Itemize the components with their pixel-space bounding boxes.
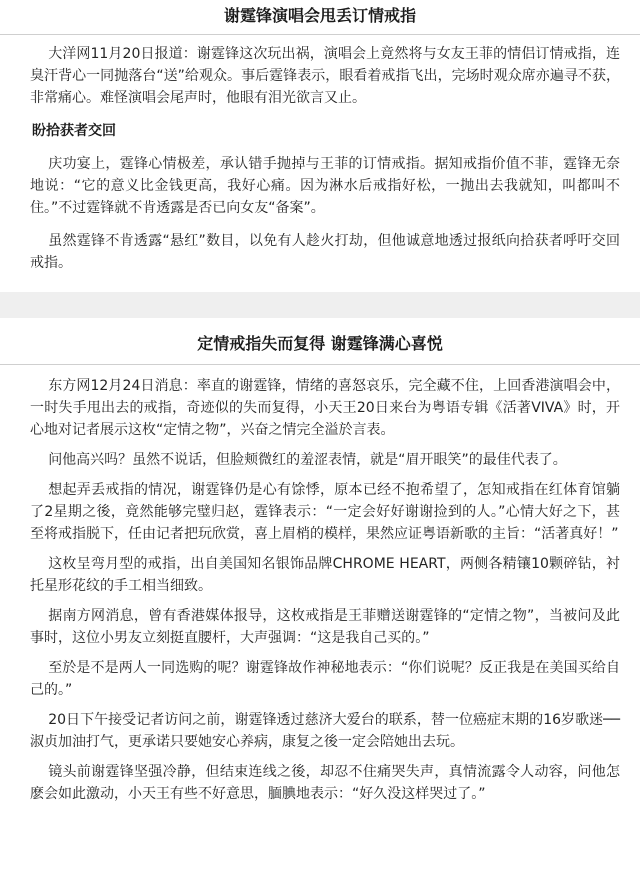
paragraph: 问他高兴吗？虽然不说话，但脸颊微红的羞涩表情，就是“眉开眼笑”的最佳代表了。	[48, 452, 567, 468]
paragraph: 镜头前谢霆锋坚强冷静，但结束连线之後，却忍不住痛哭失声，真情流露令人动容，问他怎麽会如此激动，小天王有些不好意思，腼腆地表示：“好久没这样哭过了。”	[30, 764, 620, 802]
paragraph: 想起弄丢戒指的情况，谢霆锋仍是心有馀悸，原本已经不抱希望了，怎知戒指在红体育馆躺了2星期之後，竟然能够完璧归赵，霆锋表示：“一定会好好谢谢捡到的人。”心情大好之下，甚至将戒指脱下，任由记者把玩欣赏，喜上眉梢的模样，果然应证粤语新歌的主旨：“活著真好！”	[30, 482, 620, 542]
paragraph: 20日下午接受记者访问之前，谢霆锋透过慈济大爱台的联系，替一位癌症末期的16岁歌迷──淑贞加油打气，更承诺只要她安心养病，康复之後一定会陪她出去玩。	[30, 712, 620, 750]
paragraph: 虽然霆锋不肯透露“悬红”数目，以免有人趁火打劫，但他诚意地透过报纸向拾获者呼吁交回戒指。	[30, 233, 620, 271]
article-card-1	[0, 0, 640, 292]
article-body	[0, 43, 640, 274]
section-separator	[0, 292, 640, 318]
title-divider	[0, 364, 640, 365]
subheading: 盼拾获者交回	[32, 123, 116, 139]
article-title: 定情戒指失而复得 谢霆锋满心喜悦	[197, 334, 443, 353]
article-card-2	[0, 318, 640, 877]
paragraph: 庆功宴上，霆锋心情极差，承认错手抛掉与王菲的订情戒指。据知戒指价值不菲，霆锋无奈地说：“它的意义比金钱更高，我好心痛。因为淋水后戒指好松，一抛出去我就知，叫都叫不住。”不过霆锋就不肯透露是否已向女友“备案”。	[30, 156, 620, 216]
article-title: 谢霆锋演唱会甩丢订情戒指	[223, 6, 416, 25]
paragraph: 大洋网11月20日报道：谢霆锋这次玩出祸，演唱会上竟然将与女友王菲的情侣订情戒指，连臭汗背心一同抛落台“送”给观众。事后霆锋表示，眼看着戒指飞出，完场时观众席亦遍寻不获，非常痛心。难怪演唱会尾声时，他眼有泪光欲言又止。	[30, 46, 620, 106]
paragraph: 东方网12月24日消息：率直的谢霆锋，情绪的喜怒哀乐，完全藏不住，上回香港演唱会中，一时失手甩出去的戒指，奇迹似的失而复得，小天王20日来台为粤语专辑《活著VIVA》时，开心地对记者展示这枚“定情之物”，兴奋之情完全溢於言表。	[30, 378, 620, 438]
paragraph: 这枚呈弯月型的戒指，出自美国知名银饰品牌CHROME HEART，两侧各精镶10颗碎钻，衬托星形花纹的手工相当细致。	[30, 556, 620, 594]
paragraph: 据南方网消息，曾有香港媒体报导，这枚戒指是王菲赠送谢霆锋的“定情之物”，当被问及此事时，这位小男友立刻挺直腰杆，大声强调：“这是我自己买的。”	[30, 608, 620, 646]
article-body	[0, 375, 640, 805]
title-divider	[0, 34, 640, 35]
paragraph: 至於是不是两人一同选购的呢？谢霆锋故作神秘地表示：“你们说呢？反正我是在美国买给自己的。”	[30, 660, 620, 698]
